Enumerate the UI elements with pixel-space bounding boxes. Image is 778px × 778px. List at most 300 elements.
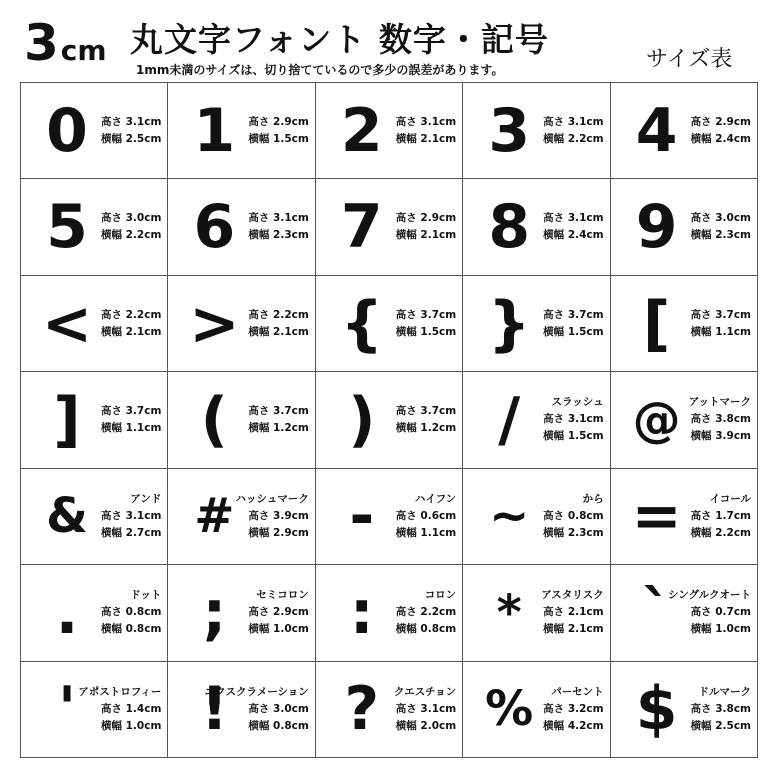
height-row <box>396 210 456 227</box>
height-label: 高さ <box>100 212 122 225</box>
width-row <box>248 621 308 638</box>
height-row <box>248 210 308 227</box>
glyph-sample: 4 <box>635 95 678 166</box>
glyph-info <box>396 469 456 564</box>
width-value: 2.2cm <box>125 229 162 242</box>
size-table-grid <box>20 82 758 758</box>
glyph-info <box>541 565 603 660</box>
height-row <box>101 604 161 621</box>
glyph-sample: < <box>41 288 93 359</box>
height-value: 2.1cm <box>567 606 604 619</box>
width-row <box>396 131 456 148</box>
width-label: 横幅 <box>690 325 712 338</box>
glyph-sample: & <box>46 488 88 545</box>
height-label: 高さ <box>100 509 122 522</box>
width-row <box>248 324 308 341</box>
glyph-sample: 2 <box>340 95 383 166</box>
height-row <box>396 403 456 420</box>
glyph-info <box>689 372 751 467</box>
glyph-info <box>691 83 751 178</box>
height-value: 2.9cm <box>273 606 309 619</box>
glyph-name: から <box>582 492 604 505</box>
width-label: 横幅 <box>395 526 417 539</box>
glyph-sample: 5 <box>46 192 88 263</box>
glyph-sample: ? <box>344 674 380 745</box>
glyph-cell <box>21 662 168 758</box>
width-row <box>543 525 603 542</box>
glyph-cell <box>316 276 463 372</box>
glyph-info <box>248 83 308 178</box>
glyph-info <box>396 83 456 178</box>
width-label: 横幅 <box>248 719 270 732</box>
height-label: 高さ <box>690 606 712 619</box>
width-label: 横幅 <box>690 132 712 145</box>
height-row <box>543 411 603 428</box>
height-row <box>396 114 456 131</box>
glyph-cell <box>168 372 315 468</box>
glyph-sample: @ <box>632 391 681 448</box>
width-label: 横幅 <box>543 719 565 732</box>
width-row <box>396 324 456 341</box>
height-value: 3.0cm <box>273 702 309 715</box>
size-table-label: サイズ表 <box>646 47 733 72</box>
height-label: 高さ <box>395 606 417 619</box>
width-label: 横幅 <box>395 421 417 434</box>
height-label: 高さ <box>690 413 712 426</box>
glyph-sample: . <box>55 577 79 648</box>
height-value: 3.1cm <box>125 509 162 522</box>
glyph-cell <box>611 83 758 179</box>
glyph-info <box>396 372 456 467</box>
height-row <box>543 604 603 621</box>
width-row <box>543 227 603 244</box>
glyph-info <box>396 179 456 274</box>
glyph-info <box>543 276 603 371</box>
width-row <box>101 718 161 735</box>
glyph-sample: 9 <box>635 192 678 263</box>
glyph-cell <box>463 469 610 565</box>
height-label: 高さ <box>395 509 417 522</box>
glyph-sample: { <box>340 288 384 359</box>
width-row <box>396 525 456 542</box>
width-row <box>691 131 751 148</box>
width-value: 3.9cm <box>715 430 751 443</box>
width-value: 2.3cm <box>567 526 604 539</box>
height-label: 高さ <box>100 702 122 715</box>
width-value: 1.5cm <box>420 325 457 338</box>
width-label: 横幅 <box>395 623 417 636</box>
glyph-name: ハッシュマーク <box>235 492 309 505</box>
height-row <box>691 604 751 621</box>
glyph-sample: $ <box>635 674 678 745</box>
height-row <box>691 508 751 525</box>
width-value: 2.4cm <box>715 132 751 145</box>
width-row <box>396 621 456 638</box>
width-value: 2.1cm <box>420 229 457 242</box>
width-value: 0.8cm <box>125 623 162 636</box>
width-value: 2.4cm <box>567 229 604 242</box>
width-label: 横幅 <box>248 325 270 338</box>
glyph-sample: ' <box>57 674 77 745</box>
height-value: 2.2cm <box>420 606 457 619</box>
glyph-cell <box>463 662 610 758</box>
width-value: 1.1cm <box>125 421 162 434</box>
width-label: 横幅 <box>543 623 565 636</box>
glyph-name: ドット <box>130 589 162 602</box>
width-label: 横幅 <box>100 325 122 338</box>
height-value: 3.1cm <box>420 115 457 128</box>
height-value: 0.6cm <box>420 509 457 522</box>
glyph-sample: 3 <box>488 95 531 166</box>
height-value: 3.7cm <box>567 308 604 321</box>
glyph-sample: ~ <box>489 488 530 545</box>
width-row <box>396 227 456 244</box>
width-value: 1.0cm <box>715 623 751 636</box>
height-value: 0.8cm <box>125 606 162 619</box>
glyph-sample: 7 <box>340 192 383 263</box>
height-row <box>543 307 603 324</box>
width-value: 2.2cm <box>715 526 751 539</box>
width-row <box>543 621 603 638</box>
height-row <box>691 411 751 428</box>
width-row <box>101 131 161 148</box>
height-value: 3.1cm <box>273 212 309 225</box>
width-value: 2.1cm <box>567 623 604 636</box>
width-row <box>101 621 161 638</box>
height-value: 2.9cm <box>715 115 751 128</box>
width-row <box>691 621 751 638</box>
height-label: 高さ <box>248 509 270 522</box>
height-value: 3.0cm <box>715 212 751 225</box>
width-value: 1.2cm <box>273 421 309 434</box>
height-row <box>248 307 308 324</box>
glyph-sample: ` <box>641 577 672 648</box>
width-label: 横幅 <box>100 623 122 636</box>
height-value: 3.7cm <box>715 308 751 321</box>
height-value: 3.7cm <box>273 404 309 417</box>
width-label: 横幅 <box>543 325 565 338</box>
height-row <box>248 403 308 420</box>
header <box>0 0 778 82</box>
glyph-sample: } <box>487 288 531 359</box>
height-row <box>691 701 751 718</box>
width-label: 横幅 <box>543 132 565 145</box>
height-row <box>543 701 603 718</box>
width-row <box>691 525 751 542</box>
glyph-cell <box>168 83 315 179</box>
height-label: 高さ <box>100 606 122 619</box>
width-label: 横幅 <box>248 526 270 539</box>
glyph-cell <box>463 372 610 468</box>
width-row <box>691 324 751 341</box>
width-label: 横幅 <box>690 526 712 539</box>
width-value: 2.3cm <box>273 229 309 242</box>
width-value: 1.0cm <box>125 719 162 732</box>
width-label: 横幅 <box>248 132 270 145</box>
width-value: 2.5cm <box>125 132 162 145</box>
height-label: 高さ <box>248 115 270 128</box>
glyph-sample: = <box>631 481 682 552</box>
glyph-cell <box>21 565 168 661</box>
height-value: 3.7cm <box>420 404 457 417</box>
glyph-sample: ; <box>202 577 227 648</box>
glyph-sample: > <box>189 288 240 359</box>
glyph-cell <box>611 276 758 372</box>
height-label: 高さ <box>395 212 417 225</box>
glyph-cell <box>611 179 758 275</box>
glyph-info <box>248 565 308 660</box>
glyph-cell <box>316 469 463 565</box>
height-row <box>396 604 456 621</box>
height-row <box>396 701 456 718</box>
glyph-info <box>543 469 603 564</box>
glyph-info <box>691 179 751 274</box>
glyph-name: イコール <box>709 492 751 505</box>
glyph-cell <box>316 372 463 468</box>
glyph-sample: ) <box>348 384 376 455</box>
glyph-sample: 1 <box>193 95 236 166</box>
page-title: 丸文字フォント 数字・記号 <box>130 20 549 59</box>
glyph-info <box>101 276 161 371</box>
glyph-info <box>396 565 456 660</box>
glyph-cell <box>168 565 315 661</box>
glyph-cell <box>611 469 758 565</box>
width-label: 横幅 <box>100 229 122 242</box>
height-row <box>543 210 603 227</box>
width-value: 2.7cm <box>125 526 162 539</box>
width-row <box>101 525 161 542</box>
width-value: 2.1cm <box>420 132 457 145</box>
height-label: 高さ <box>543 308 565 321</box>
width-label: 横幅 <box>690 719 712 732</box>
width-value: 1.2cm <box>420 421 457 434</box>
height-label: 高さ <box>690 702 712 715</box>
height-value: 2.2cm <box>125 308 162 321</box>
width-row <box>248 227 308 244</box>
glyph-cell <box>21 469 168 565</box>
width-value: 0.8cm <box>273 719 309 732</box>
width-label: 横幅 <box>248 421 270 434</box>
glyph-sample: ( <box>200 384 229 455</box>
height-label: 高さ <box>248 212 270 225</box>
height-label: 高さ <box>395 308 417 321</box>
glyph-sample: / <box>498 384 521 455</box>
glyph-info <box>543 372 603 467</box>
height-value: 3.8cm <box>715 413 751 426</box>
height-value: 3.1cm <box>125 115 162 128</box>
glyph-info <box>543 179 603 274</box>
glyph-sample: 6 <box>193 192 236 263</box>
width-row <box>691 428 751 445</box>
width-row <box>248 718 308 735</box>
width-row <box>691 227 751 244</box>
glyph-info <box>236 469 309 564</box>
glyph-name: セミコロン <box>256 589 309 602</box>
glyph-cell <box>316 179 463 275</box>
glyph-info <box>691 276 751 371</box>
glyph-info <box>101 565 161 660</box>
glyph-name: アポストロフィー <box>78 685 162 698</box>
width-value: 4.2cm <box>567 719 604 732</box>
glyph-sample: % <box>485 681 534 738</box>
glyph-sample: * <box>496 584 522 641</box>
height-label: 高さ <box>690 509 712 522</box>
height-value: 0.7cm <box>715 606 751 619</box>
glyph-name: アットマーク <box>688 396 751 409</box>
glyph-info <box>248 372 308 467</box>
width-label: 横幅 <box>395 132 417 145</box>
height-label: 高さ <box>100 404 122 417</box>
width-value: 1.5cm <box>273 132 309 145</box>
height-row <box>691 307 751 324</box>
height-label: 高さ <box>543 509 565 522</box>
glyph-info <box>101 179 161 274</box>
height-label: 高さ <box>543 212 565 225</box>
glyph-info <box>668 565 751 660</box>
glyph-cell <box>611 565 758 661</box>
height-label: 高さ <box>395 702 417 715</box>
width-row <box>248 525 308 542</box>
width-label: 横幅 <box>395 719 417 732</box>
glyph-info <box>101 83 161 178</box>
height-label: 高さ <box>690 212 712 225</box>
height-value: 2.9cm <box>420 212 457 225</box>
glyph-info <box>543 662 603 757</box>
width-value: 1.1cm <box>715 325 751 338</box>
height-value: 0.8cm <box>567 509 604 522</box>
glyph-cell <box>316 565 463 661</box>
height-label: 高さ <box>543 702 565 715</box>
width-label: 横幅 <box>100 526 122 539</box>
width-label: 横幅 <box>690 623 712 636</box>
width-row <box>101 420 161 437</box>
height-row <box>543 114 603 131</box>
width-row <box>101 324 161 341</box>
glyph-sample: ! <box>200 674 229 745</box>
glyph-info <box>691 662 751 757</box>
glyph-name: パーセント <box>551 685 604 698</box>
width-label: 横幅 <box>395 325 417 338</box>
height-label: 高さ <box>248 308 270 321</box>
width-value: 1.5cm <box>567 325 604 338</box>
size-badge <box>24 14 107 72</box>
glyph-cell <box>463 565 610 661</box>
height-value: 2.2cm <box>273 308 309 321</box>
width-value: 2.3cm <box>715 229 751 242</box>
glyph-name: アンド <box>130 492 162 505</box>
glyph-cell <box>316 83 463 179</box>
height-row <box>248 701 308 718</box>
width-label: 横幅 <box>100 421 122 434</box>
width-value: 1.1cm <box>420 526 457 539</box>
width-label: 横幅 <box>100 132 122 145</box>
glyph-name: アスタリスク <box>541 589 604 602</box>
height-value: 3.0cm <box>125 212 162 225</box>
glyph-cell <box>463 276 610 372</box>
height-value: 3.1cm <box>420 702 457 715</box>
height-row <box>101 701 161 718</box>
height-row <box>101 210 161 227</box>
height-row <box>543 508 603 525</box>
height-row <box>248 114 308 131</box>
glyph-sample: 0 <box>46 95 88 166</box>
height-value: 3.1cm <box>567 212 604 225</box>
width-row <box>101 227 161 244</box>
height-row <box>101 508 161 525</box>
glyph-cell <box>21 372 168 468</box>
height-row <box>248 604 308 621</box>
height-row <box>101 403 161 420</box>
height-row <box>101 114 161 131</box>
height-label: 高さ <box>690 115 712 128</box>
glyph-name: ドルマーク <box>698 685 751 698</box>
height-label: 高さ <box>248 404 270 417</box>
glyph-info <box>543 83 603 178</box>
glyph-cell <box>316 662 463 758</box>
width-label: 横幅 <box>395 229 417 242</box>
height-row <box>691 114 751 131</box>
height-label: 高さ <box>543 413 565 426</box>
width-row <box>396 718 456 735</box>
width-row <box>691 718 751 735</box>
size-unit: cm <box>60 34 107 67</box>
height-row <box>396 508 456 525</box>
height-value: 3.2cm <box>567 702 604 715</box>
height-value: 2.9cm <box>273 115 309 128</box>
glyph-info <box>394 662 456 757</box>
subtitle-note: 1mm未満のサイズは、切り捨てているので多少の誤差があります。 <box>136 63 504 77</box>
glyph-info <box>691 469 751 564</box>
glyph-sample: - <box>349 481 375 552</box>
width-value: 1.0cm <box>273 623 309 636</box>
width-value: 2.5cm <box>715 719 751 732</box>
glyph-name: シングルクオート <box>667 589 751 602</box>
glyph-info <box>396 276 456 371</box>
glyph-sample: [ <box>642 288 671 359</box>
width-row <box>543 324 603 341</box>
width-row <box>248 131 308 148</box>
height-label: 高さ <box>690 308 712 321</box>
height-label: 高さ <box>543 606 565 619</box>
glyph-name: ハイフン <box>414 492 457 505</box>
width-label: 横幅 <box>543 526 565 539</box>
width-value: 2.9cm <box>273 526 309 539</box>
height-value: 3.1cm <box>567 115 604 128</box>
height-value: 1.4cm <box>125 702 162 715</box>
glyph-name: クエスチョン <box>393 685 457 698</box>
width-label: 横幅 <box>248 623 270 636</box>
width-label: 横幅 <box>543 430 565 443</box>
glyph-cell <box>611 372 758 468</box>
glyph-info <box>101 372 161 467</box>
width-value: 2.1cm <box>125 325 162 338</box>
glyph-cell <box>168 469 315 565</box>
glyph-cell <box>611 662 758 758</box>
height-row <box>101 307 161 324</box>
width-label: 横幅 <box>690 430 712 443</box>
glyph-cell <box>168 662 315 758</box>
height-value: 3.7cm <box>125 404 162 417</box>
width-label: 横幅 <box>248 229 270 242</box>
height-label: 高さ <box>100 308 122 321</box>
height-label: 高さ <box>395 404 417 417</box>
width-row <box>396 420 456 437</box>
glyph-cell <box>168 276 315 372</box>
height-label: 高さ <box>395 115 417 128</box>
height-row <box>691 210 751 227</box>
size-number: 3 <box>24 14 59 72</box>
height-row <box>396 307 456 324</box>
